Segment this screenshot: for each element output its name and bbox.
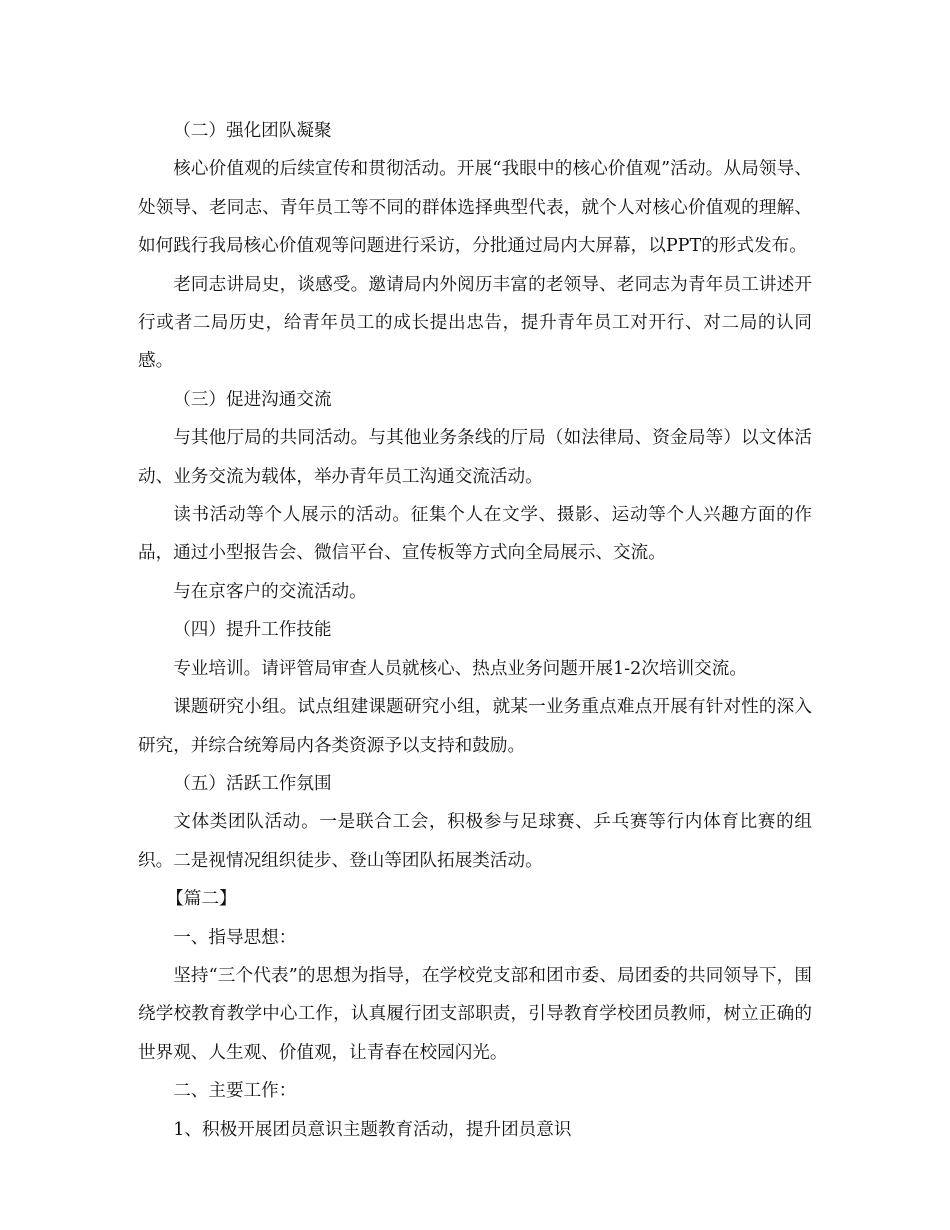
body-paragraph: 与在京客户的交流活动。 [173,581,367,602]
body-paragraph: 专业培训。请评管局审查人员就核心、热点业务问题开展1-2次培训交流。 [173,658,747,679]
body-paragraph: 课题研究小组。试点组建课题研究小组，就某一业务重点难点开展有针对性的深入研究，并综合统筹局内各类资源予以支持和鼓励。 [138,697,812,756]
body-paragraph: 1、积极开展团员意识主题教育活动，提升团员意识 [173,1119,572,1140]
body-paragraph: 一、指导思想： [173,927,297,948]
section-heading-skills: （四）提升工作技能 [173,620,332,641]
section-heading-communication: （三）促进沟通交流 [173,389,332,410]
body-paragraph: 老同志讲局史，谈感受。邀请局内外阅历丰富的老领导、老同志为青年员工讲述开行或者二局历史，给青年员工的成长提出忠告，提升青年员工对开行、对二局的认同感。 [138,274,812,372]
section-heading-atmosphere: （五）活跃工作氛围 [173,773,332,794]
body-paragraph: 坚持“三个代表”的思想为指导，在学校党支部和团市委、局团委的共同领导下，围绕学校教育教学中心工作，认真履行团支部职责，引导教育学校团员教师，树立正确的世界观、人生观、价值观，让青春在校园闪光。 [138,965,812,1063]
body-paragraph: 文体类团队活动。一是联合工会，积极参与足球赛、乒乓赛等行内体育比赛的组织。二是视情况组织徒步、登山等团队拓展类活动。 [138,812,812,871]
body-paragraph: 与其他厅局的共同活动。与其他业务条线的厅局（如法律局、资金局等）以文体活动、业务交流为载体，举办青年员工沟通交流活动。 [138,428,812,487]
section-heading-strengthen-team: （二）强化团队凝聚 [173,121,332,141]
part-two-marker: 【篇二】 [166,889,237,910]
body-paragraph: 读书活动等个人展示的活动。征集个人在文学、摄影、运动等个人兴趣方面的作品，通过小型报告会、微信平台、宣传板等方式向全局展示、交流。 [138,505,812,564]
body-paragraph: 二、主要工作： [173,1081,297,1102]
body-paragraph: 核心价值观的后续宣传和贯彻活动。开展“我眼中的核心价值观”活动。从局领导、处领导、老同志、青年员工等不同的群体选择典型代表，就个人对核心价值观的理解、如何践行我局核心价值观等问题进行采访，分批通过局内大屏幕，以PPT的形式发布。 [138,159,812,257]
